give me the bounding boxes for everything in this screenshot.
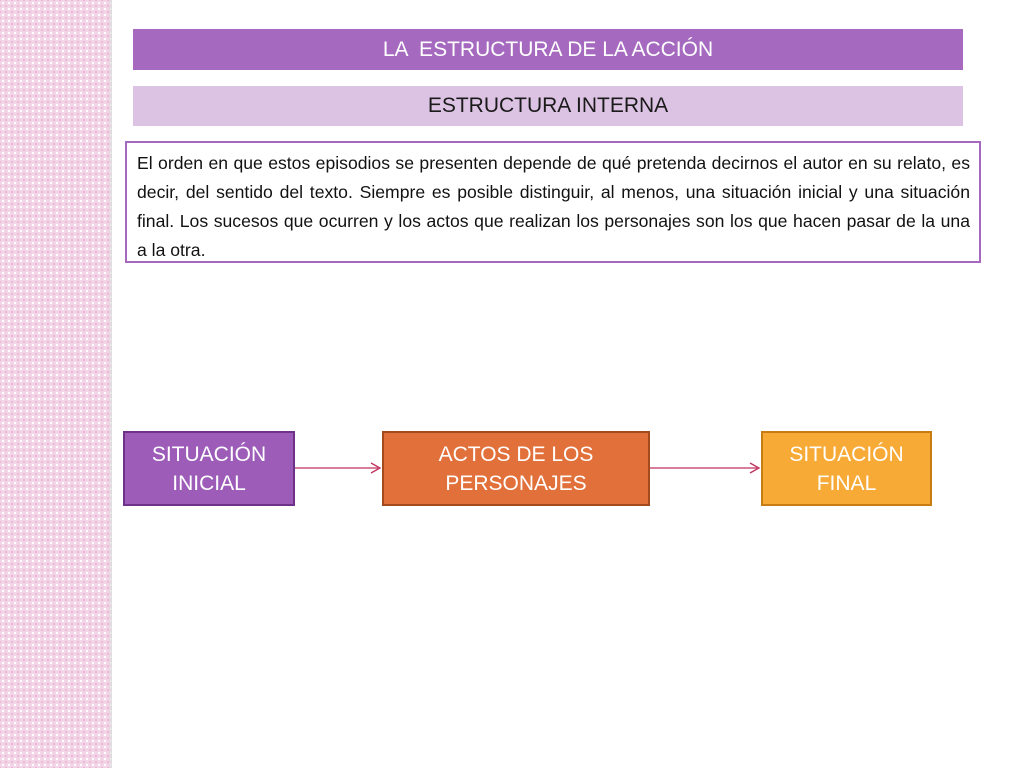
description-paragraph: El orden en que estos episodios se presenten depende de qué pretenda decirnos el autor en su relato, es decir, del sentido del texto. Siempre es posible distinguir, al menos, una situación inicial y una situación final. Los sucesos que ocurren y los actos que realizan los personajes son los que hacen pasar de la una a la otra. (137, 153, 970, 260)
node-acts-line1: ACTOS DE LOS (438, 442, 594, 466)
slide-title-text: LA ESTRUCTURA DE LA ACCIÓN (382, 37, 714, 61)
slide-subtitle-text: ESTRUCTURA INTERNA (427, 94, 669, 117)
decorative-side-strip (0, 0, 112, 768)
node-situacion-final (761, 431, 932, 506)
node-situacion-inicial (123, 431, 295, 506)
arrow-initial-to-acts (295, 463, 380, 473)
slide-subtitle (133, 86, 963, 126)
node-initial-line2: INICIAL (172, 471, 246, 495)
node-actos-de-los-personajes (382, 431, 650, 506)
node-initial-line1: SITUACIÓN (151, 442, 267, 466)
description-text-box (125, 141, 981, 263)
node-final-line1: SITUACIÓN (789, 442, 904, 466)
node-acts-line2: PERSONAJES (445, 471, 587, 495)
arrow-acts-to-final (650, 463, 759, 473)
slide-title (133, 29, 963, 70)
node-final-line2: FINAL (816, 471, 877, 495)
